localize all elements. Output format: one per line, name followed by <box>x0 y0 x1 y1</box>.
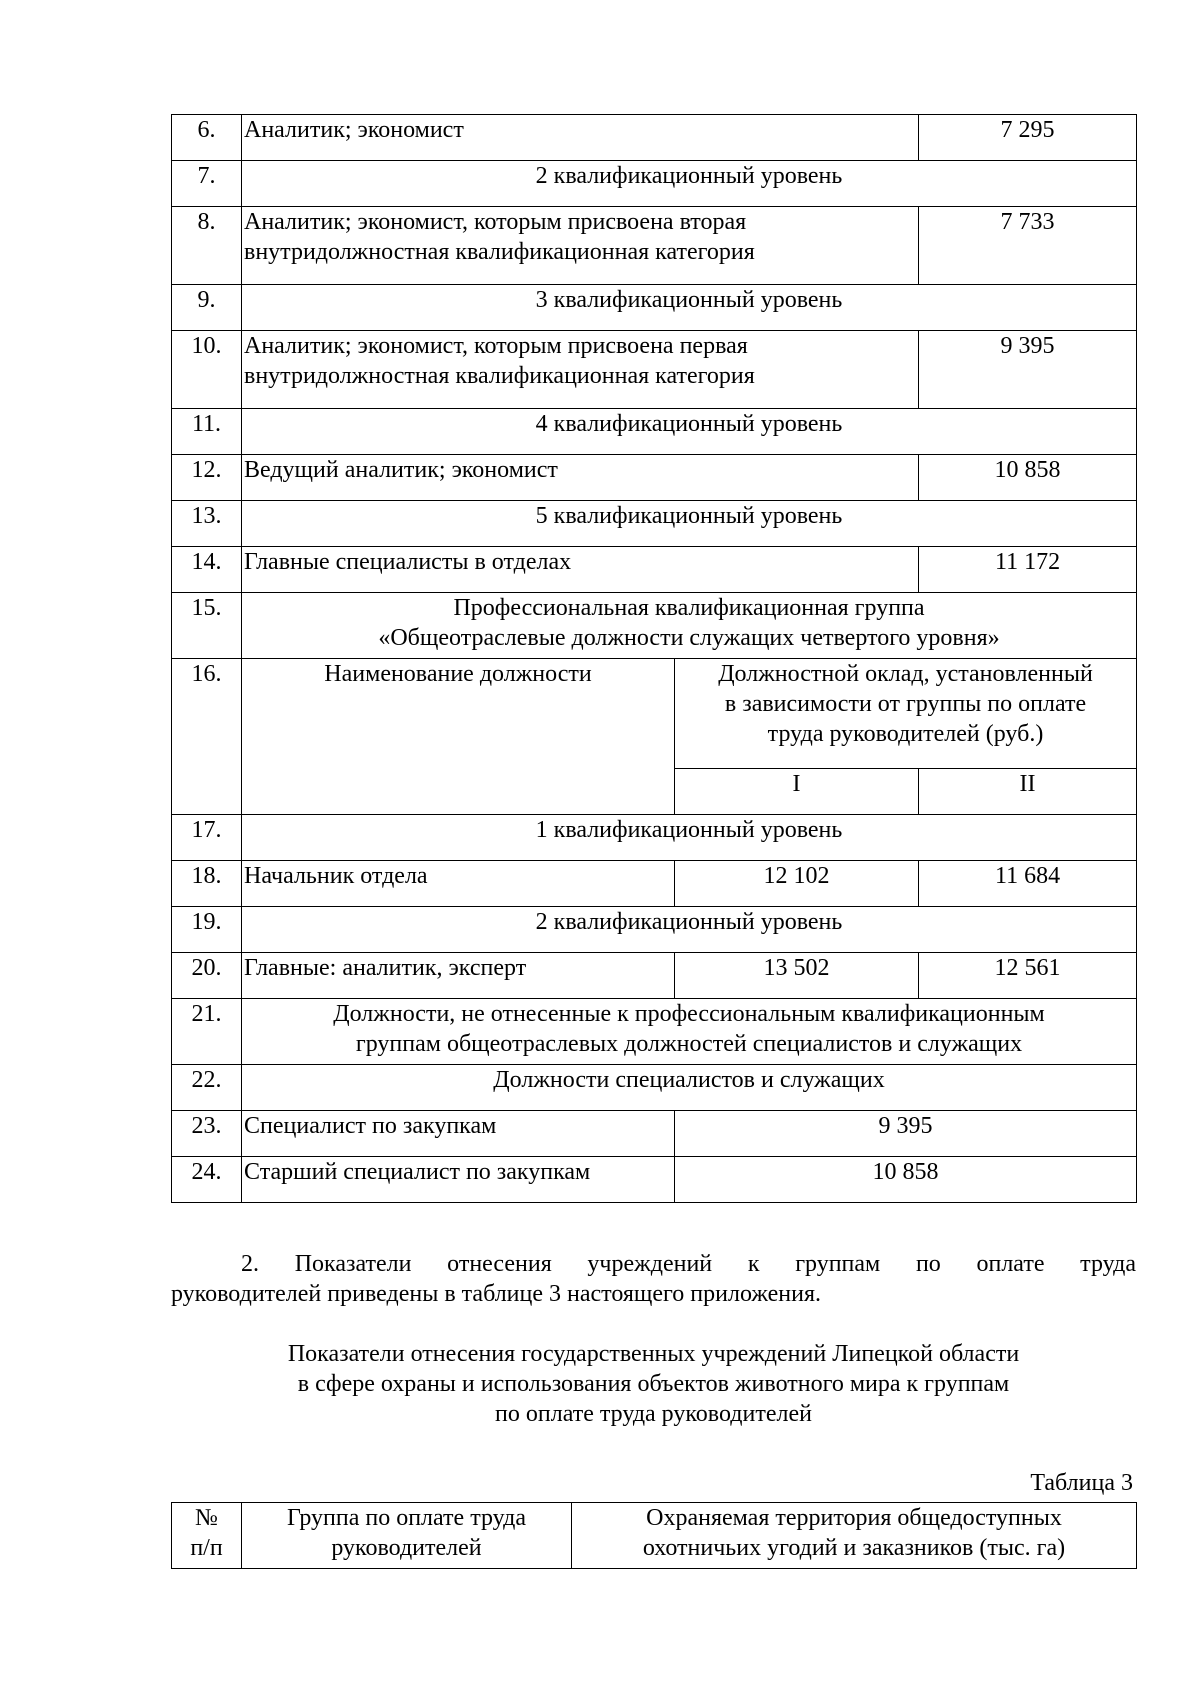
table-row <box>172 501 1137 547</box>
position-name <box>242 207 919 285</box>
qualification-level-heading: 2 квалификационный уровень <box>242 161 1137 207</box>
column-header-line: № <box>195 1505 218 1531</box>
salary-value: 7 295 <box>919 115 1137 161</box>
salary-value: 7 733 <box>919 207 1137 285</box>
table-row <box>172 115 1137 161</box>
row-number: 13. <box>172 501 242 547</box>
row-number: 12. <box>172 455 242 501</box>
position-name: Аналитик; экономист <box>242 115 919 161</box>
column-header-line: охотничьих угодий и заказников (тыс. га) <box>642 1535 1066 1561</box>
table-row <box>172 861 1137 907</box>
table-row <box>172 1157 1137 1203</box>
heading-line: по оплате труда руководителей <box>495 1401 812 1427</box>
position-name <box>242 331 919 409</box>
position-name: Главные: аналитик, эксперт <box>242 953 675 999</box>
column-header-line: Группа по оплате труда <box>286 1505 527 1531</box>
salary-value: 9 395 <box>919 331 1137 409</box>
row-number: 15. <box>172 593 242 659</box>
paragraph-line: руководителей приведены в таблице 3 настоящего приложения. <box>171 1281 822 1307</box>
position-name-line: Аналитик; экономист, которым присвоена вторая <box>244 209 747 235</box>
column-header-salary <box>675 659 1137 769</box>
column-header-line: руководителей <box>331 1535 482 1561</box>
table-row <box>172 207 1137 285</box>
row-number: 8. <box>172 207 242 285</box>
row-number: 10. <box>172 331 242 409</box>
salary-table <box>171 114 1137 1203</box>
table-row <box>172 593 1137 659</box>
indicators-table <box>171 1502 1137 1569</box>
salary-value-group-2: 12 561 <box>919 953 1137 999</box>
position-name-line: внутридолжностная квалификационная категория <box>244 239 755 265</box>
salary-value: 9 395 <box>675 1111 1137 1157</box>
row-number: 14. <box>172 547 242 593</box>
position-name: Специалист по закупкам <box>242 1111 675 1157</box>
column-header-pay-group <box>242 1503 572 1569</box>
group-heading-line: группам общеотраслевых должностей специалистов и служащих <box>355 1031 1023 1057</box>
row-number: 7. <box>172 161 242 207</box>
table-row <box>172 953 1137 999</box>
column-header-line: п/п <box>190 1535 223 1561</box>
row-number: 22. <box>172 1065 242 1111</box>
row-number: 19. <box>172 907 242 953</box>
group-heading-line: Профессиональная квалификационная группа <box>453 595 925 621</box>
table-row <box>172 999 1137 1065</box>
table-row <box>172 331 1137 409</box>
table-row <box>172 1111 1137 1157</box>
heading-line: в сфере охраны и использования объектов животного мира к группам <box>297 1371 1010 1397</box>
row-number: 18. <box>172 861 242 907</box>
table-row <box>172 547 1137 593</box>
table-caption: Таблица 3 <box>1030 1470 1133 1496</box>
table-header-row <box>172 1503 1137 1569</box>
row-number: 6. <box>172 115 242 161</box>
salary-value: 10 858 <box>919 455 1137 501</box>
position-name: Старший специалист по закупкам <box>242 1157 675 1203</box>
paragraph-line: 2. Показатели отнесения учреждений к группам по оплате труда <box>241 1251 1136 1277</box>
column-header-line: в зависимости от группы по оплате <box>724 691 1087 717</box>
position-name-line: внутридолжностная квалификационная категория <box>244 363 755 389</box>
salary-value: 11 172 <box>919 547 1137 593</box>
column-header-line: труда руководителей (руб.) <box>767 721 1044 747</box>
table-row <box>172 409 1137 455</box>
group-heading-line: «Общеотраслевые должности служащих четвертого уровня» <box>378 625 1000 651</box>
row-number: 17. <box>172 815 242 861</box>
section-heading <box>171 1339 1136 1429</box>
table-row <box>172 455 1137 501</box>
qualification-level-heading: 4 квалификационный уровень <box>242 409 1137 455</box>
row-number: 24. <box>172 1157 242 1203</box>
table-row <box>172 907 1137 953</box>
row-number: 20. <box>172 953 242 999</box>
heading-line: Показатели отнесения государственных учреждений Липецкой области <box>287 1341 1020 1367</box>
row-number: 23. <box>172 1111 242 1157</box>
position-name: Ведущий аналитик; экономист <box>242 455 919 501</box>
table-row <box>172 815 1137 861</box>
position-name-line: Аналитик; экономист, которым присвоена первая <box>244 333 748 359</box>
row-number: 11. <box>172 409 242 455</box>
group-heading <box>242 999 1137 1065</box>
group-heading <box>242 593 1137 659</box>
paragraph-2 <box>171 1249 1136 1309</box>
salary-value: 10 858 <box>675 1157 1137 1203</box>
qualification-level-heading: 2 квалификационный уровень <box>242 907 1137 953</box>
salary-value-group-1: 12 102 <box>675 861 919 907</box>
row-number: 16. <box>172 659 242 815</box>
table-row <box>172 161 1137 207</box>
column-header-line: Должностной оклад, установленный <box>718 661 1093 687</box>
row-number: 21. <box>172 999 242 1065</box>
salary-value-group-1: 13 502 <box>675 953 919 999</box>
table-row <box>172 285 1137 331</box>
table-header-row <box>172 659 1137 769</box>
column-header-line: Охраняемая территория общедоступных <box>646 1505 1062 1531</box>
row-number: 9. <box>172 285 242 331</box>
column-header-group-2: II <box>919 769 1137 815</box>
group-heading-line: Должности, не отнесенные к профессиональным квалификационным <box>333 1001 1045 1027</box>
column-header-position: Наименование должности <box>242 659 675 815</box>
salary-value-group-2: 11 684 <box>919 861 1137 907</box>
position-name: Начальник отдела <box>242 861 675 907</box>
column-header-number <box>172 1503 242 1569</box>
qualification-level-heading: 3 квалификационный уровень <box>242 285 1137 331</box>
column-header-territory <box>572 1503 1137 1569</box>
table-row <box>172 1065 1137 1111</box>
column-header-group-1: I <box>675 769 919 815</box>
qualification-level-heading: 1 квалификационный уровень <box>242 815 1137 861</box>
group-heading: Должности специалистов и служащих <box>242 1065 1137 1111</box>
position-name: Главные специалисты в отделах <box>242 547 919 593</box>
qualification-level-heading: 5 квалификационный уровень <box>242 501 1137 547</box>
